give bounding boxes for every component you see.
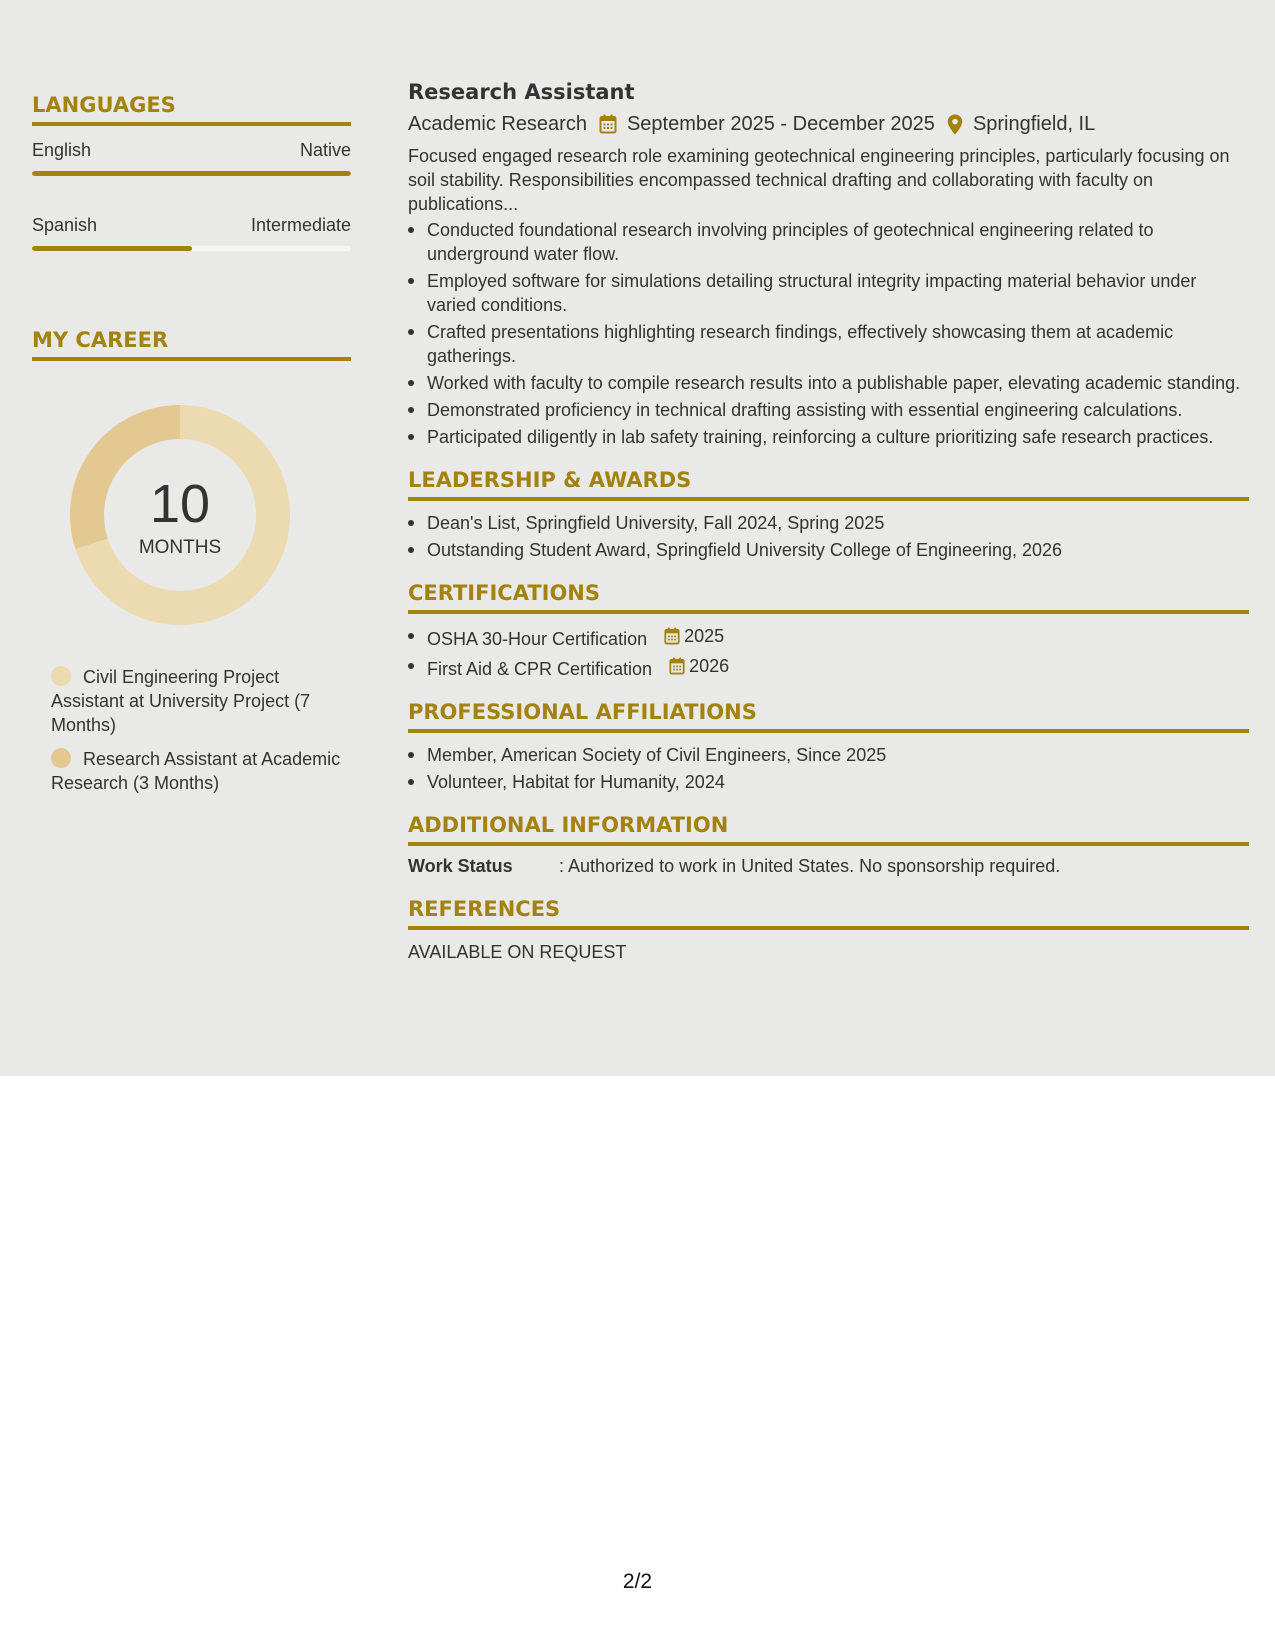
references-section — [408, 896, 1249, 964]
list-item: Dean's List, Springfield University, Fall 2024, Spring 2025 — [408, 511, 1249, 535]
job-bullets — [408, 218, 1249, 449]
languages-heading: LANGUAGES — [32, 92, 351, 126]
certification-name: First Aid & CPR Certification — [427, 659, 653, 679]
job-dates: September 2025 - December 2025 — [626, 113, 935, 135]
list-item — [408, 654, 1249, 681]
calendar-icon — [664, 627, 680, 645]
list-item: Conducted foundational research involving principles of geotechnical engineering related to underground water flow. — [408, 218, 1249, 266]
list-item: Employed software for simulations detailing structural integrity impacting material behavior under varied conditions. — [408, 269, 1249, 317]
list-item: Demonstrated proficiency in technical drafting assisting with essential engineering calculations. — [408, 398, 1249, 422]
list-item — [408, 624, 1249, 651]
references-text: AVAILABLE ON REQUEST — [408, 942, 627, 962]
language-level: Intermediate — [250, 215, 351, 235]
leadership-heading: LEADERSHIP & AWARDS — [408, 467, 1249, 501]
career-donut-chart — [67, 402, 293, 628]
job-location: Springfield, IL — [972, 113, 1096, 135]
legend-swatch — [51, 748, 71, 768]
list-item: Volunteer, Habitat for Humanity, 2024 — [408, 770, 1249, 794]
list-item: Member, American Society of Civil Engineers, Since 2025 — [408, 743, 1249, 767]
job-summary: Focused engaged research role examining geotechnical engineering principles, particularly focusing on soil stability. Responsibilities encompassed technical drafting and collaborating with faculty on publications... — [408, 146, 1230, 214]
certifications-section — [408, 580, 1249, 681]
language-name: English — [32, 140, 92, 160]
language-proficiency-fill — [32, 171, 351, 176]
map-pin-icon — [947, 114, 963, 135]
list-item: Participated diligently in lab safety training, reinforcing a culture prioritizing safe research practices. — [408, 425, 1249, 449]
language-item — [32, 139, 351, 176]
info-row — [408, 854, 1249, 878]
calendar-icon — [599, 114, 617, 134]
job-meta — [408, 110, 1249, 138]
leadership-section — [408, 467, 1249, 562]
language-name: Spanish — [32, 215, 98, 235]
left-column — [32, 92, 351, 805]
affiliations-heading: PROFESSIONAL AFFILIATIONS — [408, 699, 1249, 733]
certifications-heading: CERTIFICATIONS — [408, 580, 1249, 614]
list-item: Worked with faculty to compile research results into a publishable paper, elevating academic standing. — [408, 371, 1249, 395]
legend-item — [51, 665, 341, 737]
legend-label: Research Assistant at Academic Research (3 Months) — [51, 749, 341, 793]
language-item — [32, 214, 351, 251]
legend-swatch — [51, 666, 71, 686]
affiliations-section — [408, 699, 1249, 794]
career-total: 10 — [149, 474, 211, 534]
job-title: Research Assistant — [408, 80, 635, 104]
page-number: 2/2 — [622, 1570, 653, 1593]
job-company: Academic Research — [408, 113, 587, 135]
language-proficiency-bar — [32, 246, 351, 251]
additional-heading: ADDITIONAL INFORMATION — [408, 812, 1249, 846]
references-heading: REFERENCES — [408, 896, 1249, 930]
right-column — [408, 78, 1249, 964]
language-proficiency-fill — [32, 246, 192, 251]
certification-year: 2026 — [689, 656, 730, 676]
legend-label: Civil Engineering Project Assistant at University Project (7 Months) — [51, 667, 311, 735]
certification-year: 2025 — [684, 626, 725, 646]
info-key: Work Status — [408, 856, 513, 876]
career-legend — [51, 665, 341, 795]
list-item: Crafted presentations highlighting research findings, effectively showcasing them at academic gatherings. — [408, 320, 1249, 368]
additional-section — [408, 812, 1249, 878]
calendar-icon — [669, 657, 685, 675]
language-proficiency-bar — [32, 171, 351, 176]
info-value: : Authorized to work in United States. No sponsorship required. — [559, 856, 1061, 876]
career-heading: MY CAREER — [32, 327, 351, 361]
career-unit: MONTHS — [138, 537, 222, 558]
legend-item — [51, 747, 341, 795]
language-level: Native — [299, 140, 351, 160]
list-item: Outstanding Student Award, Springfield University College of Engineering, 2026 — [408, 538, 1249, 562]
certification-name: OSHA 30-Hour Certification — [427, 629, 648, 649]
